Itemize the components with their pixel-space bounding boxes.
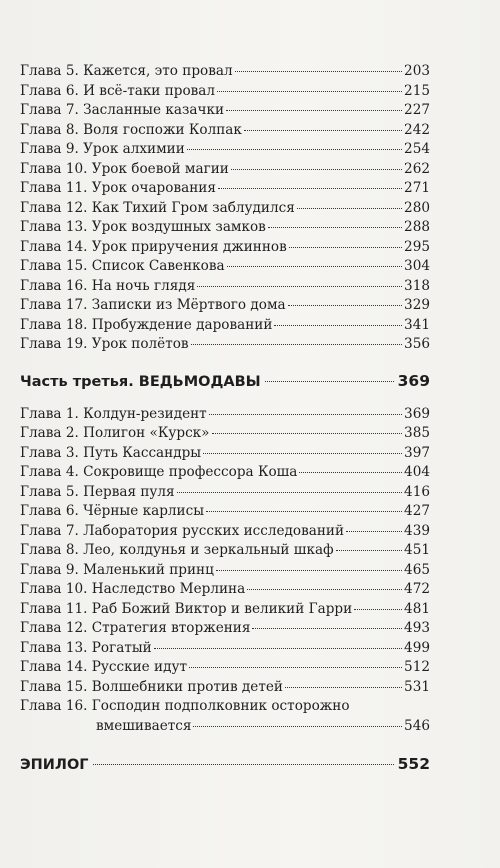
toc-entry[interactable] (20, 277, 430, 297)
chapter-page: 531 (404, 678, 430, 695)
dot-leader (231, 169, 402, 170)
dot-leader (285, 687, 402, 688)
toc-entry[interactable] (20, 463, 430, 483)
chapter-title: Глава 7. Засланные казачки (20, 102, 225, 118)
part3-heading[interactable] (20, 369, 430, 393)
chapter-page: 512 (404, 659, 430, 675)
chapter-page: 341 (404, 316, 430, 333)
chapter-title: Глава 9. Маленький принц (20, 561, 214, 578)
chapter-title: Глава 11. Урок очарования (20, 180, 216, 196)
dot-leader (235, 71, 402, 72)
dot-leader (244, 130, 402, 131)
chapter-title: Глава 5. Первая пуля (20, 483, 175, 500)
dot-leader (252, 628, 402, 629)
table-of-contents (20, 62, 430, 776)
chapter-title: Глава 14. Урок приручения джиннов (20, 238, 287, 255)
chapter-page: 304 (404, 258, 430, 274)
dot-leader (288, 305, 402, 306)
dot-leader (189, 667, 402, 668)
chapter-title: Глава 15. Волшебники против детей (20, 678, 283, 695)
chapter16-title-line1: Глава 16. Господин подполковник осторожно (20, 698, 350, 714)
toc-entry[interactable] (20, 335, 430, 355)
chapter-page: 262 (404, 160, 430, 177)
chapter-title: Глава 8. Лео, колдунья и зеркальный шкаф (20, 542, 334, 558)
chapter-title: Глава 11. Раб Божий Виктор и великий Гарри (20, 600, 353, 617)
chapter-title: Глава 6. Чёрные карлисы (20, 503, 205, 519)
chapter16-page: 546 (404, 717, 430, 734)
dot-leader (247, 589, 402, 590)
toc-entry[interactable] (20, 619, 430, 639)
chapter-page: 397 (404, 444, 430, 461)
toc-entry[interactable] (20, 238, 430, 258)
chapter-page: 203 (404, 63, 430, 79)
dot-leader (354, 609, 402, 610)
toc-entry[interactable] (20, 522, 430, 542)
toc-entry[interactable] (20, 424, 430, 444)
toc-entry[interactable] (20, 140, 430, 160)
epilogue-heading[interactable] (20, 752, 430, 776)
chapter-title: Глава 13. Урок воздушных замков (20, 219, 266, 235)
chapter-title: Глава 10. Наследство Мерлина (20, 581, 246, 597)
chapter-title: Глава 9. Урок алхимии (20, 141, 185, 157)
dot-leader (197, 286, 402, 287)
toc-entry[interactable] (20, 121, 430, 141)
toc-entry[interactable] (20, 444, 430, 464)
part3-title: Часть третья. ВЕДЬМОДАВЫ (20, 373, 261, 390)
chapter-page: 493 (404, 620, 430, 636)
chapter-page: 465 (404, 561, 430, 578)
toc-entry[interactable] (20, 658, 430, 678)
toc-entry-chapter16[interactable] (20, 697, 430, 717)
dot-leader (274, 325, 402, 326)
part3-page: 369 (397, 371, 430, 390)
chapter-title: Глава 5. Кажется, это провал (20, 63, 233, 79)
chapter-title: Глава 1. Колдун-резидент (20, 405, 207, 422)
toc-entry[interactable] (20, 257, 430, 277)
dot-leader (187, 149, 402, 150)
toc-entry[interactable] (20, 179, 430, 199)
chapter-page: 499 (404, 639, 430, 656)
chapter-page: 481 (404, 600, 430, 617)
toc-entry[interactable] (20, 405, 430, 425)
chapter-title: Глава 14. Русские идут (20, 659, 188, 675)
dot-leader (177, 492, 402, 493)
toc-entry[interactable] (20, 316, 430, 336)
dot-leader (226, 110, 402, 111)
toc-entry[interactable] (20, 502, 430, 522)
chapter16-title-line2: вмешивается (96, 717, 192, 734)
dot-leader (336, 550, 402, 551)
dot-leader (227, 266, 402, 267)
toc-entry[interactable] (20, 199, 430, 219)
chapter-page: 416 (404, 483, 430, 500)
dot-leader (191, 344, 402, 345)
dot-leader (203, 453, 402, 454)
chapter-page: 472 (404, 581, 430, 597)
dot-leader (193, 726, 402, 727)
chapter-title: Глава 8. Воля госпожи Колпак (20, 121, 242, 138)
toc-entry[interactable] (20, 541, 430, 561)
chapter-title: Глава 17. Записки из Мёртвого дома (20, 297, 286, 313)
chapter-page: 356 (404, 336, 430, 352)
toc-entry[interactable] (20, 561, 430, 581)
toc-entry[interactable] (20, 62, 430, 82)
dot-leader (268, 227, 402, 228)
dot-leader (217, 91, 402, 92)
chapter-title: Глава 3. Путь Кассандры (20, 444, 202, 461)
dot-leader (346, 531, 402, 532)
chapter-title: Глава 12. Как Тихий Гром заблудился (20, 199, 295, 216)
dot-leader (299, 472, 402, 473)
chapter-title: Глава 10. Урок боевой магии (20, 160, 229, 177)
toc-entry-chapter16-cont[interactable] (20, 717, 430, 737)
toc-entry[interactable] (20, 101, 430, 121)
dot-leader (209, 414, 402, 415)
chapter-page: 280 (404, 199, 430, 216)
dot-leader (212, 433, 403, 434)
epilogue-title: ЭПИЛОГ (20, 757, 89, 773)
chapter-page: 254 (404, 141, 430, 157)
chapter-title: Глава 4. Сокровище профессора Коша (20, 464, 298, 480)
chapter-page: 295 (404, 238, 430, 255)
dot-leader (218, 188, 402, 189)
toc-entry[interactable] (20, 678, 430, 698)
dot-leader (93, 764, 394, 765)
chapter-title: Глава 19. Урок полётов (20, 336, 189, 352)
toc-entry[interactable] (20, 600, 430, 620)
chapter-page: 369 (404, 405, 430, 422)
part3-chapter-list (20, 405, 430, 698)
toc-entry[interactable] (20, 639, 430, 659)
chapter-title: Глава 15. Список Савенкова (20, 258, 225, 274)
chapter-page: 385 (404, 425, 430, 441)
dot-leader (206, 511, 402, 512)
dot-leader (154, 648, 402, 649)
chapter-title: Глава 12. Стратегия вторжения (20, 620, 251, 636)
chapter-page: 288 (404, 219, 430, 235)
chapter-title: Глава 16. На ночь глядя (20, 277, 196, 294)
chapter-title: Глава 6. И всё-таки провал (20, 82, 216, 99)
toc-entry[interactable] (20, 580, 430, 600)
epilogue-page: 552 (397, 755, 430, 773)
chapter-page: 271 (404, 180, 430, 196)
toc-entry[interactable] (20, 160, 430, 180)
toc-entry[interactable] (20, 82, 430, 102)
chapter-page: 329 (404, 297, 430, 313)
chapter-page: 439 (404, 522, 430, 539)
chapter-page: 215 (404, 82, 430, 99)
dot-leader (216, 570, 402, 571)
chapter-page: 318 (404, 277, 430, 294)
chapter-page: 227 (404, 102, 430, 118)
dot-leader (265, 381, 394, 382)
chapter-title: Глава 18. Пробуждение дарований (20, 316, 273, 333)
chapter-title: Глава 2. Полигон «Курск» (20, 425, 210, 441)
chapter-page: 242 (404, 121, 430, 138)
chapter-page: 451 (404, 542, 430, 558)
chapter-page: 404 (404, 464, 430, 480)
toc-entry[interactable] (20, 483, 430, 503)
part2-chapter-list (20, 62, 430, 355)
toc-entry[interactable] (20, 296, 430, 316)
chapter-page: 427 (404, 503, 430, 519)
chapter-title: Глава 7. Лаборатория русских исследований (20, 522, 345, 539)
toc-entry[interactable] (20, 218, 430, 238)
dot-leader (297, 208, 402, 209)
dot-leader (289, 247, 402, 248)
chapter-title: Глава 13. Рогатый (20, 639, 152, 656)
